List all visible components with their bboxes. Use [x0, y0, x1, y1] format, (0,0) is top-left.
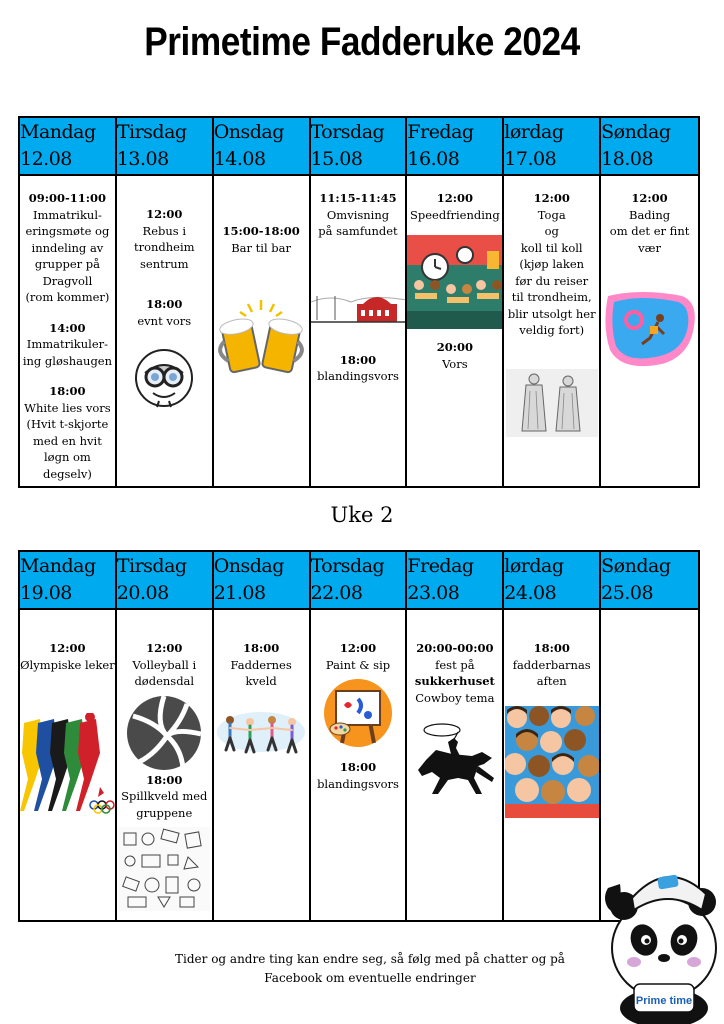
- event-text: gruppene: [136, 805, 193, 820]
- paint-easel-icon: [322, 677, 394, 749]
- event-text: Speedfriending: [410, 207, 500, 222]
- day-header: Tirsdag 13.08: [117, 118, 214, 176]
- event-time: 09:00-11:00: [28, 191, 107, 205]
- event-text: Immatrikuler-: [26, 337, 109, 351]
- event-text: Omvisning: [326, 207, 390, 222]
- event-text: Faddernes kveld: [230, 657, 292, 688]
- toga-statues-illustration: [506, 369, 598, 437]
- day-cell-saturday: [504, 176, 601, 486]
- event-text: på samfundet: [318, 224, 398, 238]
- event-text: Toga: [537, 207, 566, 222]
- event-text: Vors: [442, 356, 468, 371]
- event-time: 12:00: [49, 641, 86, 655]
- board-games-doodle-illustration: [118, 827, 210, 911]
- day-header: Tirsdag 20.08: [117, 552, 214, 610]
- event-time: 18:00: [339, 352, 377, 367]
- event-time: 20:00: [436, 340, 473, 354]
- event-time: 12:00: [146, 641, 183, 655]
- event-venue: sukkerhuset: [414, 674, 495, 688]
- event-text: inndeling av: [31, 240, 104, 255]
- day-header: lørdag 17.08: [504, 118, 601, 176]
- event-time: 20:00-00:00: [416, 641, 494, 655]
- day-header: lørdag 24.08: [504, 552, 601, 610]
- day-cell-monday: [20, 176, 117, 486]
- event-text: vær: [638, 240, 661, 255]
- day-cell-thursday: [311, 610, 408, 920]
- event-text: (Hvit t-skjorte: [26, 417, 109, 431]
- event-text: løgn om: [43, 450, 91, 464]
- day-header: Onsdag 14.08: [214, 118, 311, 176]
- event-time: 18:00: [146, 772, 183, 787]
- page-title: Primetime Fadderuke 2024: [144, 20, 580, 64]
- volleyball-icon: [125, 694, 203, 772]
- event-time: 15:00-18:00: [222, 224, 300, 238]
- event-text: trondheim: [133, 240, 195, 254]
- event-text: Bar til bar: [231, 240, 292, 255]
- disclaimer-footnote: Tider og andre ting kan endre seg, så følg med på chatter og på Facebook om eventuelle endringer: [175, 952, 565, 985]
- day-header: Torsdag 15.08: [311, 118, 408, 176]
- event-text: Paint & sip: [325, 657, 391, 672]
- event-time: 18:00: [49, 384, 86, 398]
- event-text: sentrum: [140, 256, 189, 271]
- event-text: aften: [536, 674, 567, 688]
- olympic-runners-illustration: [20, 713, 116, 817]
- day-cell-monday: [20, 610, 117, 920]
- event-text: Immatrikul-: [32, 207, 102, 222]
- event-time: 11:15-11:45: [319, 191, 397, 205]
- event-time: 12:00: [631, 191, 668, 205]
- event-time: 18:00: [243, 641, 280, 655]
- beer-cheers-illustration: [218, 298, 304, 378]
- event-text: eringsmøte og: [25, 224, 110, 238]
- day-cell-wednesday: [214, 610, 311, 920]
- event-text: Spillkveld med: [121, 789, 208, 803]
- day-cell-tuesday: [117, 610, 214, 920]
- event-text: (kjøp laken: [519, 257, 585, 271]
- event-text: veldig fort): [519, 323, 585, 337]
- week-2-heading: Uke 2: [330, 503, 394, 527]
- event-text: ing gløshaugen: [22, 353, 113, 368]
- event-text: blir utsolgt her: [507, 306, 596, 321]
- event-time: 12:00: [146, 207, 183, 221]
- speed-dating-cafe-illustration: [407, 235, 503, 329]
- day-cell-sunday: [601, 176, 698, 486]
- event-text: blandingsvors: [317, 776, 399, 791]
- people-dancing-illustration: [216, 710, 306, 754]
- event-time: 12:00: [436, 191, 473, 205]
- event-time: 18:00: [146, 297, 183, 311]
- event-time: 14:00: [49, 320, 86, 335]
- event-text: Volleyball i: [132, 657, 197, 672]
- samfundet-building-illustration: [311, 284, 407, 330]
- brand-badge-text: Prime time: [635, 995, 693, 1007]
- swimming-pool-illustration: [602, 286, 698, 376]
- event-text: blandingsvors: [317, 369, 399, 383]
- week1-schedule-table: [18, 116, 700, 488]
- day-cell-tuesday: [117, 176, 214, 486]
- event-text: dødensdal: [134, 674, 195, 688]
- day-header: Fredag 23.08: [407, 552, 504, 610]
- binoculars-illustration: [129, 343, 199, 413]
- event-time: 18:00: [339, 760, 377, 774]
- event-text: degselv): [42, 466, 92, 481]
- event-text: til trondheim,: [511, 290, 592, 304]
- children-crowd-illustration: [505, 706, 599, 818]
- day-cell-friday: [407, 176, 504, 486]
- event-text: koll til koll: [520, 240, 583, 255]
- day-cell-wednesday: [214, 176, 311, 486]
- event-text: Cowboy tema: [415, 690, 495, 705]
- event-text: før du reiser: [515, 273, 589, 288]
- event-text: Ølympiske leker: [20, 657, 115, 672]
- event-text: med en hvit: [33, 433, 102, 448]
- event-text: om det er fint: [609, 224, 690, 238]
- event-text: Dragvoll: [42, 273, 93, 288]
- event-text: grupper på: [34, 257, 100, 271]
- cowboy-horse-silhouette-illustration: [412, 720, 498, 800]
- day-header: Mandag 19.08: [20, 552, 117, 610]
- panda-mascot-logo: [598, 858, 724, 1024]
- event-time: 12:00: [533, 191, 570, 205]
- day-header: Mandag 12.08: [20, 118, 117, 176]
- event-time: 18:00: [533, 641, 570, 655]
- day-cell-thursday: [311, 176, 408, 486]
- event-text: Rebus i: [142, 223, 186, 238]
- day-cell-friday: [407, 610, 504, 920]
- event-text: Bading: [629, 207, 671, 222]
- event-text: evnt vors: [137, 313, 192, 328]
- day-header: Fredag 16.08: [407, 118, 504, 176]
- day-header: Søndag 18.08: [601, 118, 698, 176]
- event-text: (rom kommer): [25, 290, 110, 304]
- day-header: Søndag 25.08: [601, 552, 698, 610]
- event-text: fest på: [435, 657, 475, 672]
- day-header: Onsdag 21.08: [214, 552, 311, 610]
- event-time: 12:00: [339, 641, 377, 655]
- day-header: Torsdag 22.08: [311, 552, 408, 610]
- event-text: White lies vors: [24, 400, 111, 415]
- day-cell-saturday: [504, 610, 601, 920]
- event-text: og: [544, 224, 559, 238]
- event-text: fadderbarnas: [512, 657, 591, 672]
